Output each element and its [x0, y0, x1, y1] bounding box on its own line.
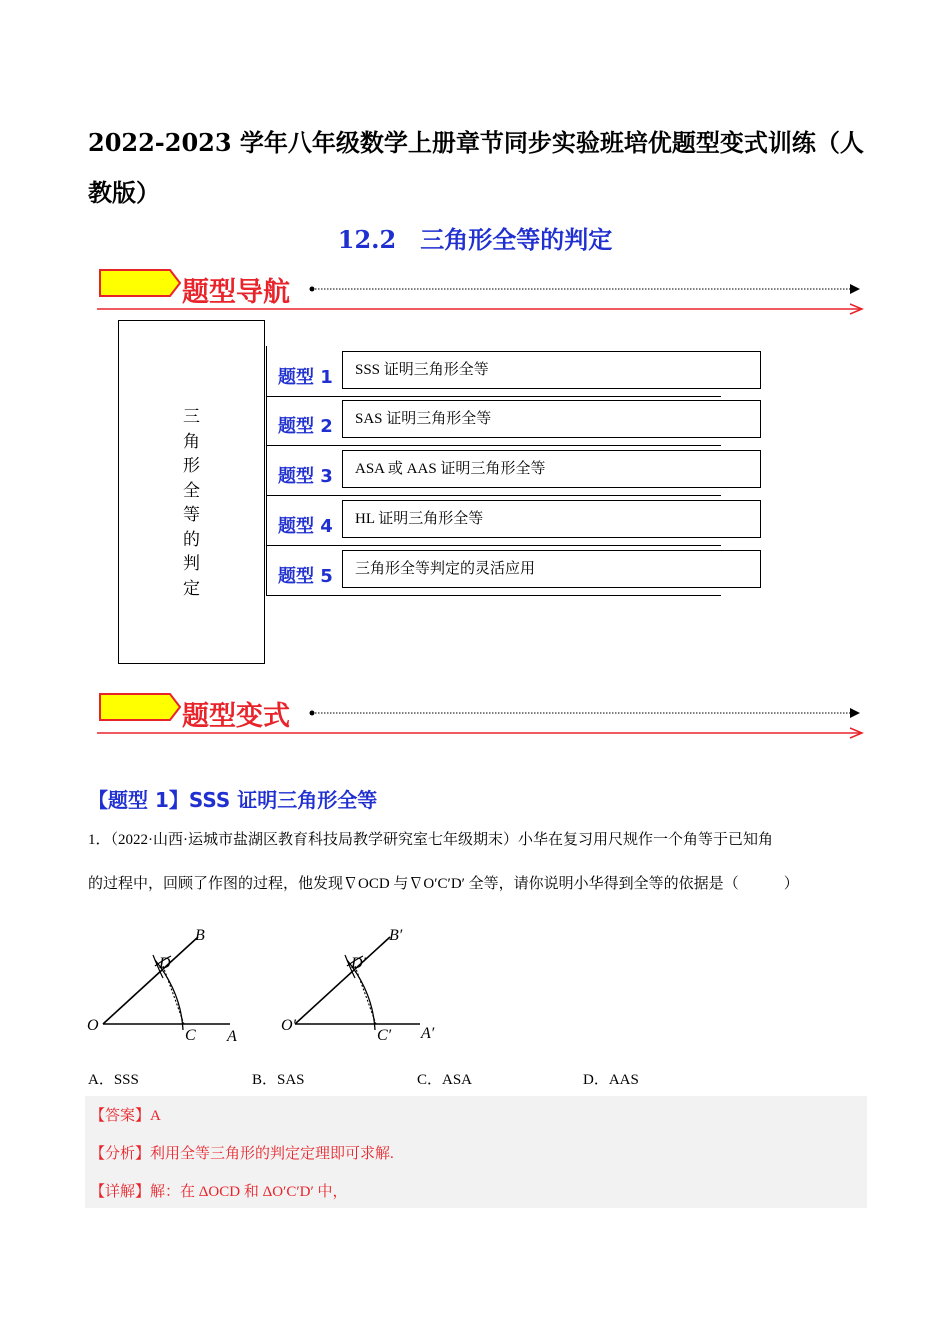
label-D-prime: D′: [351, 955, 367, 972]
arrow-right-icon: [850, 708, 860, 718]
label-O: O: [87, 1017, 99, 1034]
detail-line: [90, 1180, 348, 1201]
nav-banner-label: 题型导航: [182, 277, 290, 308]
document-title: 2022-2023 学年八年级数学上册章节同步实验班培优题型变式训练（人教版）: [88, 128, 864, 207]
tree-branch-line: [266, 545, 721, 546]
label-O-prime: O′: [281, 1017, 297, 1034]
label-D: D: [159, 955, 171, 972]
type-label-2: 题型 2: [278, 416, 333, 437]
option-c: C．ASA: [417, 1072, 473, 1088]
tree-branch-line: [266, 595, 721, 596]
banner-arrow-icon: [100, 270, 180, 296]
topic-char: 判: [183, 554, 200, 574]
topic-char: 全: [183, 480, 200, 501]
label-B-prime: B′: [389, 927, 403, 944]
label-C-prime: C′: [377, 1027, 392, 1044]
label-A: A: [227, 1028, 237, 1045]
tree-branch-line: [266, 495, 721, 496]
option-d: D．AAS: [583, 1072, 639, 1088]
section-title: 12.2 三角形全等的判定: [337, 225, 613, 254]
topic-char: 定: [183, 578, 200, 599]
type-label-1: 题型 1: [278, 367, 333, 388]
topic-vertical-label: [119, 405, 264, 601]
answer-line: [90, 1104, 161, 1125]
type-label-5: 题型 5: [278, 566, 333, 587]
topic-char: 的: [183, 529, 200, 550]
angle-construction-figure: [85, 920, 465, 1050]
topic-char: 三: [183, 407, 200, 427]
type-box-5: 三角形全等判定的灵活应用: [342, 550, 761, 588]
type1-heading: 【题型 1】SSS 证明三角形全等: [88, 788, 378, 812]
option-a: A．SSS: [88, 1072, 139, 1088]
type-box-1: SSS 证明三角形全等: [342, 351, 761, 389]
tree-vertical-line: [266, 346, 267, 596]
analysis-line: [90, 1142, 394, 1163]
type-box-4: HL 证明三角形全等: [342, 500, 761, 538]
label-C: C: [185, 1027, 196, 1044]
figure-left: [87, 927, 237, 1045]
label-A-prime: A′: [421, 1025, 435, 1042]
option-b: B．SAS: [252, 1072, 305, 1088]
answer-value: A: [150, 1108, 161, 1124]
topic-char: 形: [183, 456, 200, 476]
question-1-line-2: 的过程中，回顾了作图的过程，他发现∇OCD 与∇O′C′D′ 全等，请你说明小华得到全等的依据是（ ）: [88, 876, 799, 892]
analysis-text: 利用全等三角形的判定定理即可求解.: [150, 1146, 394, 1162]
topic-char: 角: [183, 431, 200, 452]
type-box-3: ASA 或 AAS 证明三角形全等: [342, 450, 761, 488]
variant-banner-label: 题型变式: [182, 701, 290, 732]
topic-char: 等: [183, 505, 200, 525]
type-box-2: SAS 证明三角形全等: [342, 400, 761, 438]
answer-tag: 【答案】: [90, 1108, 151, 1124]
detail-tag: 【详解】: [90, 1184, 151, 1200]
topic-box: [118, 320, 265, 664]
tree-branch-line: [266, 445, 721, 446]
detail-text: 解：在 ΔOCD 和 ΔO′C′D′ 中，: [150, 1184, 348, 1200]
type-label-3: 题型 3: [278, 466, 333, 487]
banner-arrow-icon: [100, 694, 180, 720]
figure-right: [281, 927, 435, 1044]
type-label-4: 题型 4: [278, 516, 333, 537]
tree-branch-line: [266, 396, 721, 397]
analysis-tag: 【分析】: [90, 1146, 151, 1162]
arrow-right-icon: [850, 284, 860, 294]
label-B: B: [195, 927, 205, 944]
question-1-line-1: 1．（2022·山西·运城市盐湖区教育科技局教学研究室七年级期末）小华在复习用尺规作一个角等于已知角: [88, 832, 773, 848]
